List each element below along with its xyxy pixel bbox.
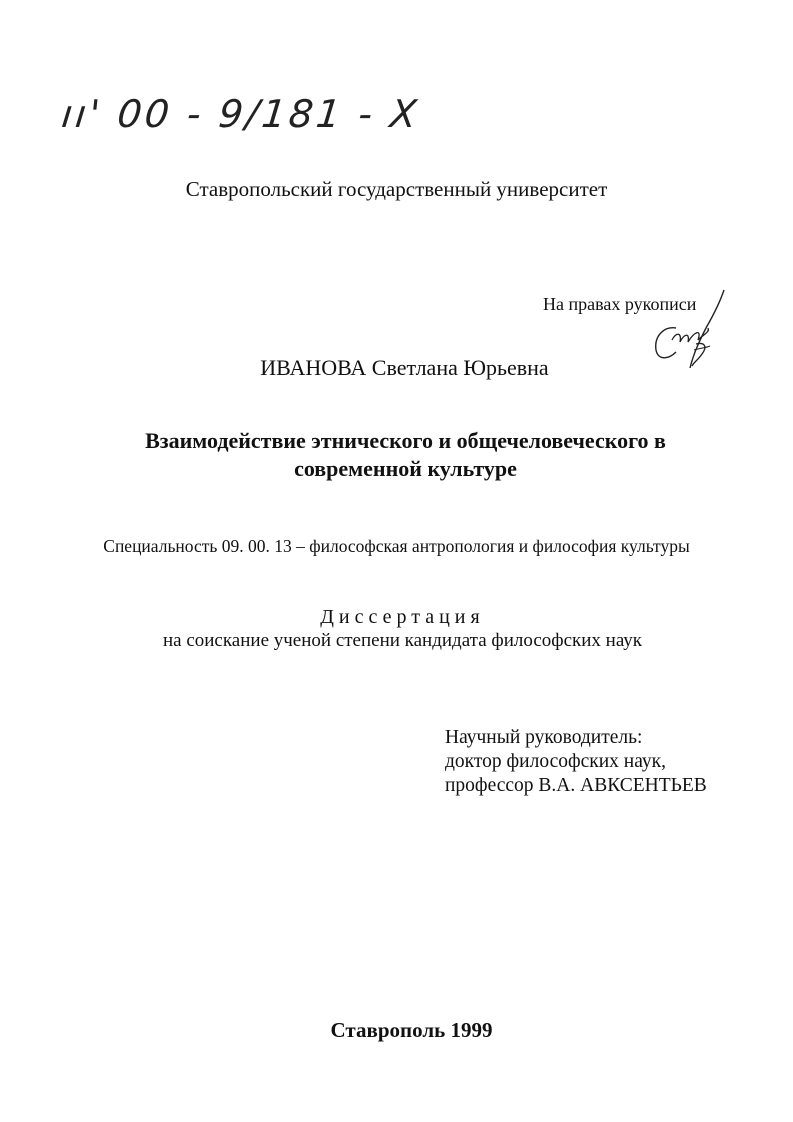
handwritten-catalog-number: ıı' 00 - 9/181 - X xyxy=(59,92,422,136)
city-year: Ставрополь 1999 xyxy=(330,1018,493,1042)
speciality: Специальность 09. 00. 13 – философская антропология и философия культуры xyxy=(103,536,690,556)
title-line-2: современной культуре xyxy=(294,456,517,481)
university-name: Ставропольский государственный университет xyxy=(185,177,608,201)
title-line-1: Взаимодействие этнического и общечеловеческого в xyxy=(145,428,666,453)
degree-sought: на соискание ученой степени кандидата философских наук xyxy=(162,630,643,651)
author-name: ИВАНОВА Светлана Юрьевна xyxy=(260,355,549,380)
document-type: Диссертация xyxy=(320,606,485,628)
supervisor-block xyxy=(445,726,707,798)
supervisor-degree: доктор философских наук, xyxy=(445,751,666,772)
dissertation-title xyxy=(0,427,793,483)
supervisor-label: Научный руководитель: xyxy=(445,727,643,748)
supervisor-name: профессор В.А. АВКСЕНТЬЕВ xyxy=(445,775,707,796)
rights-notice: На правах рукописи xyxy=(543,294,697,314)
